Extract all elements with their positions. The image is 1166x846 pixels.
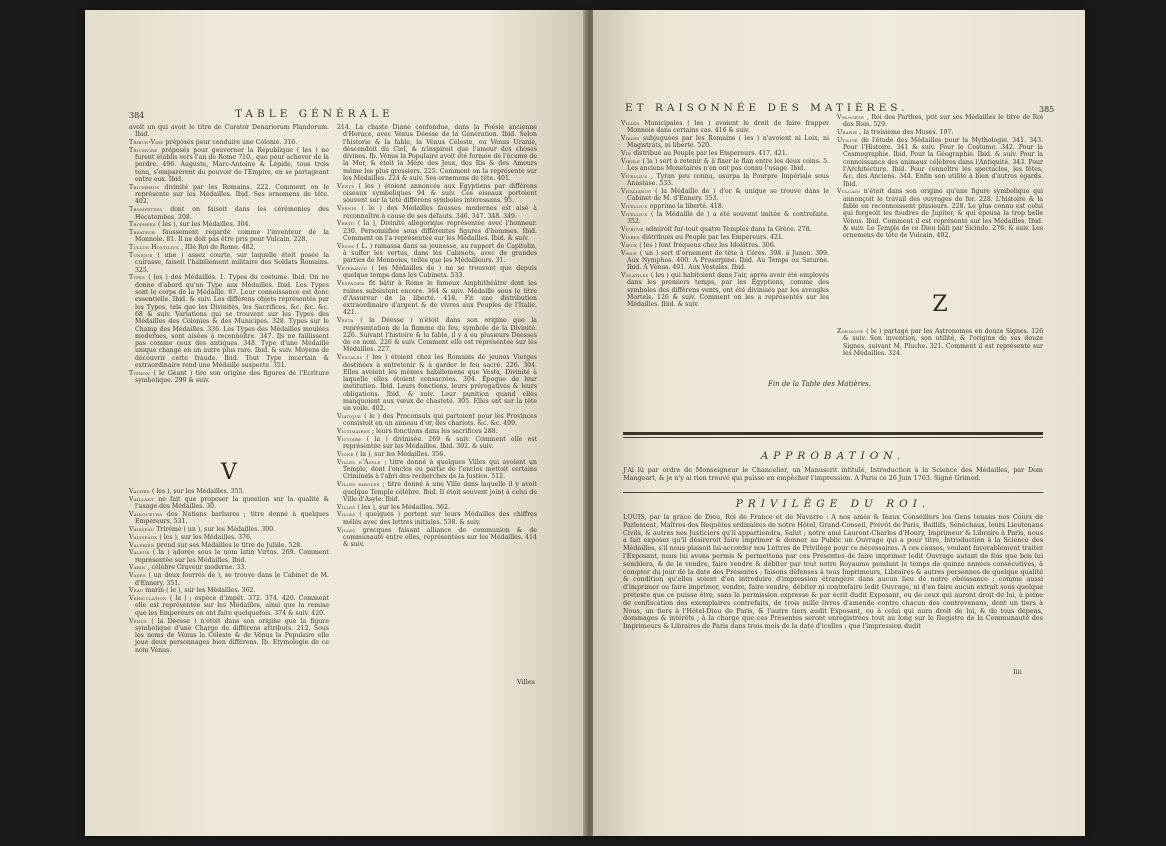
index-entry: [129, 370, 329, 385]
index-entry: [337, 280, 537, 316]
right-column-1: [621, 120, 829, 308]
index-headword: Vaillant: [129, 495, 159, 503]
index-headword: Vents: [337, 182, 359, 190]
index-text: 214. La chaste Diane confondue, dans la Poésie ancienne d'Horace, avec Vénus Déesse de la Génération. Ibid. Selon l'historie & la fable, la Vénus Céleste, ou Vénus Uranie, descendoit du Ciel, & n'inspiroit que l'amour des choses divines. Ib. Vénus la Populaire avoit été formée de l'écume de la Mer, & étoit la Mère des Jeux, des Ris & des Amours même les plus grossiers. 225. Comment on la représente sur les Médailles. 224 & suiv. Ses ornemens de tête. 401.: [337, 124, 537, 183]
index-text: ( la ) divinisée. 269 & suiv. Comment elle est représentée sur les Médailles. Ibid. 392. & suiv.: [343, 435, 537, 451]
index-entry: [337, 205, 537, 220]
index-text: des Nations barbares ; titre donné à quelques Empereurs. 531.: [135, 510, 329, 526]
index-text: dont on faisoit dans les cérémonies des Hécatombes. 208.: [135, 206, 329, 221]
index-headword: Trophées: [129, 221, 158, 229]
index-entry: [129, 124, 329, 139]
index-text: ( les ) étoient chez les Romains de jeunes Vierges destinées à entretenir & à garder le feu sacré. 226. 304. Elles avoient les mêmes habillemens que Vesta, Divinité à laquelle elles étoient consacrées. 304. Époque de leur institution. Ibid. Leurs fonctions, leurs prérogatives & leurs obligations. Ibid. & suiv. Leur punition quand elles manquoient aux vœux de chasteté. 305. Elles ont sur la tête un voile. 402.: [343, 354, 537, 413]
index-entry: [129, 206, 329, 221]
index-headword: Tribun-Vire: [129, 139, 166, 147]
index-entry: [621, 250, 829, 272]
index-text: ( la ) sert à retenir & à fixer le flan entre les deux coins. 5. Les anciens Monétaires n'en ont pas connu l'usage. Ibid.: [627, 157, 829, 173]
index-text: ( la ) ; espèce d'impôt. 372. 374. 420. Comment elle est représentée sur les Médailles, ainsi que la remise que les Empereurs en ont faite quelquefois. 374 & suiv. 420.: [135, 595, 329, 617]
index-headword: Tullus Hostilius: [129, 244, 182, 252]
index-entry: [837, 188, 1043, 239]
rule-thin: [623, 437, 1043, 438]
index-text: ( le Géant ) tire son origine des figures de l'Ecriture symbolique. 299 & suiv.: [135, 369, 330, 385]
index-headword: Types: [129, 274, 149, 282]
index-headword: Varin: [129, 564, 148, 572]
index-entry: [337, 265, 537, 280]
privilege-text: LOUIS, par la grâce de Dieu, Roi de France et de Navarre : A nos amés & féaux Conseillers les Gens tenans nos Cours de Parlement, Maîtres des Requêtes ordinaires de notre Hôtel, Grand-Conseil, Prévôt de Paris, Baillifs, Sénéchaux, leurs Lieutenans Civils, & autres nos Justiciers qu'il appartiendra, Salut ; notre amé Laurent-Charles d'Houry, Imprimeur & Libraire à Paris, nous a fait exposer qu'il désireroit faire imprimer & donner au Public un Ouvrage qui a pour titre, Introduction à la Science des Médailles, s'il nous plaisoit lui accorder nos Lettres de Privilège pour ce nécessaires. A ces causes, voulant favorablement traiter l'Exposant, nous lui avons permis & permettons par ces Présentes de faire imprimer ledit Ouvrage autant de fois que bon lui semblera, & de le vendre, faire vendre & débiter par tout notre Royaume pendant le temps de quinze années consécutives, à compter du jour de la date des Présentes ; faisons défenses à tous Imprimeurs, Libraires & autres personnes de quelque qualité & condition qu'elles soient d'en introduire d'impression étrangère dans aucun lieu de notre obéissance ; comme aussi d'imprimer ou faire imprimer, vendre, faire vendre, débiter ni contrefaire ledit Ouvrage, ni d'en faire aucun extrait sous quelque prétexte que ce puisse être, sans la permission expresse & par écrit dudit Exposant, ou de ceux qui auront droit de lui, à peine de confiscation des exemplaires contrefaits, de trois mille livres d'amende contre chacun des contrevenans, dont un tiers à Nous, un tiers à l'Hôtel-Dieu de Paris, & l'autre tiers audit Exposant, ou à celui qui aura droit de lui, & de tous dépens, dommages & intérêts ; à la charge que ces Présentes seront enregistrées tout au long sur le Registre de la Communauté des Imprimeurs & Libraires de Paris dans trois mois de la date d'icelles ; que l'impression dudit: [623, 514, 1043, 631]
index-text: de l'étude des Médailles pour la Mythologie. 341. 343. Pour l'Histoire. 341 & suiv. Pour le Costume. 342. Pour la Cosmographie. Ibid. Pour la Géographie. Ibid. & suiv. Pour la connoissance des animaux célèbres dans l'Antiquité. 343. Pour l'Architecture. Ibid. Pour connoître les spectacles, les fêtes, &c. des Anciens. 344. Enfin son utilité à bien d'autres égards. Ibid.: [843, 136, 1043, 188]
index-text: distribué au Peuple par les Empereurs. 417. 421.: [633, 150, 788, 158]
index-text: distribués au Peuple par les Empereurs. 421.: [641, 233, 784, 241]
page-number-left: 384: [129, 111, 145, 120]
index-entry: [129, 549, 329, 564]
index-headword: Vulcain: [837, 188, 864, 196]
index-headword: Villes: [621, 120, 645, 127]
index-headword: Volatiles: [621, 271, 651, 279]
index-entry: [337, 436, 537, 451]
index-headword: Vainqueurs: [129, 510, 167, 518]
index-text: ( le ) des Médailles fausses modernes est aisé à reconnoître à cause de ses défauts. 346. 347. 348. 349.: [343, 205, 537, 220]
section-letter-v: V: [221, 460, 237, 485]
index-headword: Vases: [129, 572, 149, 580]
index-entry: [837, 328, 1043, 357]
index-headword: Voile: [621, 249, 640, 257]
index-headword: Villes: [337, 526, 363, 534]
index-headword: Vertu: [337, 220, 358, 228]
index-entry: [337, 413, 537, 428]
index-entry: [621, 234, 829, 241]
index-headword: Villes: [337, 503, 358, 511]
index-headword: Trompettes: [129, 206, 171, 214]
index-entry: [129, 244, 329, 251]
index-text: ( L. ) ramassa dans sa jeunesse, au rapport de Capitolin, à suffer les vertus, dans les Cabinets, avec de grandes parties de Monnoies, telles que les Médailleurs. 31.: [343, 242, 537, 265]
left-column-1: [129, 124, 329, 384]
index-text: grecques faisant alliance de communion & de communauté entre elles, représentées sur les Médailles. 414 & suiv.: [343, 526, 538, 549]
end-of-table-note: Fin de la Table des Matières.: [768, 380, 871, 388]
index-entry: [129, 534, 329, 541]
index-headword: Vivres: [621, 233, 642, 241]
index-entry: [621, 203, 829, 210]
index-headword: Vin: [621, 150, 634, 158]
index-entry: [129, 572, 329, 587]
index-entry: [129, 496, 329, 511]
index-text: avoit un qui avoit le titre de Curator Denariorum Flandorum. Ibid.: [129, 124, 329, 139]
index-entry: [129, 542, 329, 549]
left-column-2: [337, 124, 537, 548]
index-entry: [337, 317, 537, 353]
index-text: ( les ) font fréquens chez les Idolâtres. 306.: [639, 241, 776, 249]
index-text: ( les ), sur les Médailles. 376.: [159, 533, 252, 541]
index-headword: Vitruve: [621, 226, 646, 234]
index-entry: [337, 451, 537, 458]
index-entry: [337, 481, 537, 503]
index-text: ( la Médaille de ) a été souvent imitée & contrefaite. 352.: [627, 211, 830, 226]
page-number-right: 385: [1039, 105, 1055, 114]
index-text: ( les ) étoient annoncés aux Égyptiens par différens oiseaux symboliques 94 & suiv. Ces oiseaux portoient souvent sur la tête différens symboles intéressans. 95.: [343, 182, 537, 205]
index-headword: Vologèse: [837, 114, 867, 121]
index-text: fit bâtir à Rome le fameux Amphithéâtre dont les ruines subsistent encore. 364 & suiv. Médaille sous le titre d'Assureur de la liberté. 418. Fit une distribution extraordinaire d'argent & de vivres aux Peuples de l'Italie. 421.: [343, 280, 537, 317]
index-headword: Vénus: [129, 617, 152, 625]
section-letter-z: Z: [932, 292, 948, 317]
index-entry: [337, 504, 537, 511]
index-entry: [621, 120, 829, 135]
index-headword: Vœux: [621, 241, 640, 249]
index-headword: Tunique: [129, 252, 158, 260]
index-entry: [337, 459, 537, 481]
index-text: ( quelques ) portent sur leurs Médailles des chiffres mêlés avec des lettres initiales. 538. & suiv.: [343, 511, 537, 526]
index-text: ( un ) sert d'ornement de tête à Cérès. 398. à Junon. 399. Aux Nymphes. 400. A Proserpine. Ibid. Au Temps ou Saturne. Ibid. À Vénus. 401. Aux Vestales. Ibid.: [627, 249, 830, 272]
index-entry: [837, 114, 1043, 129]
index-headword: Vitellius: [621, 173, 652, 181]
index-entry: [337, 220, 537, 242]
privilege-title: PRIVILÈGE DU ROI.: [735, 498, 931, 510]
index-headword: Vernis: [337, 205, 362, 213]
index-entry: [337, 511, 537, 526]
index-entry: [621, 211, 829, 226]
index-text: , Roi des Parthes, prit sur ses Médailles le titre de Roi des Rois. 529.: [843, 114, 1044, 129]
index-text: ( la ), sur les Médailles. 356.: [355, 451, 446, 459]
index-text: prend sur ses Médailles le titre de Jubile. 528.: [156, 541, 303, 549]
index-text: ( un deux fourrés de ), se trouve dans le Cabinet de M. d'Ennery. 351.: [135, 572, 329, 587]
approbation-title: APPROBATION.: [760, 450, 906, 462]
index-headword: Vitellius: [621, 203, 650, 211]
index-headword: Valeur: [129, 549, 153, 557]
index-entry: [129, 488, 329, 495]
index-text: faussement regardé comme l'inventeur de la Monnoie. 81. Il ne doit pas être pris pour Vulcain. 228.: [135, 229, 329, 244]
index-text: , Tyran peu connu, usurpa la Pourpre Impériale sous Anastase. 533.: [627, 173, 829, 188]
index-text: ( les Médailles de ) ne se trouvent que depuis quelque temps dans les Cabinets. 533.: [343, 265, 537, 280]
right-page: [593, 10, 1085, 836]
index-text: n'étoit dans son origine qu'une figure symbolique qui annonçoit le travail des ouvrages de fer. 228. L'histoire & la fable en reconnoissent plusieurs. 228. Le plus connu est celui qui forgeoit les foudres de Jupiter, & qui épousa la trop belle Vénus. Ibid. Comment il est représenté sur les Médailles. Ibid. & suiv. Le Temple de ce Dieu bâti par Sicindo. 276. & suiv. Les ornemens de tête de Vulcain. 402.: [843, 188, 1043, 240]
index-text: ( la ) adorée sous le nom latin Virtus. 269. Comment représentée sur les Médailles. Ibid.: [135, 549, 329, 564]
index-text: ne fait que proposer la question sur la qualité & l'usage des Médailles. 30.: [135, 495, 329, 511]
index-headword: Vitellius: [621, 211, 651, 219]
index-entry: [337, 124, 537, 182]
index-entry: [337, 527, 537, 549]
index-headword: Villes faroles: [337, 481, 383, 489]
index-headword: Villes: [621, 135, 643, 143]
index-entry: [129, 618, 329, 654]
index-entry: [129, 511, 329, 526]
index-headword: Vespasien: [337, 280, 369, 288]
index-headword: Victoire: [337, 435, 367, 443]
index-headword: Vaches: [129, 488, 152, 495]
index-text: ( les ) qui habitoient dans l'air, après avoir été employés dans les premiers temps, par les Égyptiens, comme des symboles des différens vents, ont été divinisés par les aveugles Mortels. 126 & suiv. Comment on les a représentés sur les Médailles. Ibid. & suiv.: [627, 271, 829, 309]
right-column-2: [837, 114, 1043, 240]
index-entry: [337, 354, 537, 412]
index-headword: Vesta: [337, 317, 361, 325]
index-text: admiroit fur-tout quatre Temples dans la Grèce. 278.: [645, 226, 812, 234]
index-headword: Vitalianus: [621, 188, 656, 196]
index-entry: [837, 129, 1043, 136]
index-entry: [129, 274, 329, 369]
running-head-left: TABLE GÉNÉRALE: [235, 108, 394, 120]
book-spread: [85, 10, 1085, 836]
catchword: Villes: [517, 678, 535, 686]
index-headword: Zodiaque: [837, 328, 867, 335]
index-headword: Vestales: [337, 354, 367, 362]
index-headword: Valérien: [129, 541, 157, 549]
index-text: , IIIe Roi de Rome. 482.: [181, 244, 256, 252]
index-headword: Viatique: [337, 413, 365, 421]
index-entry: [337, 243, 537, 265]
index-headword: Virole: [621, 157, 643, 165]
index-headword: Vaisseaux: [129, 533, 160, 541]
index-entry: [621, 173, 829, 188]
index-headword: Typhon: [129, 369, 154, 377]
index-entry: [337, 183, 537, 205]
index-entry: [129, 526, 329, 533]
index-headword: Vesos: [337, 242, 357, 250]
right-column-2-continued: [837, 328, 1043, 357]
left-column-1-continued: [129, 488, 329, 654]
index-headword: Vigne: [337, 451, 356, 459]
index-headword: Utilité: [837, 136, 862, 144]
left-page: [85, 10, 585, 836]
index-headword: Villes: [337, 511, 360, 519]
index-headword: Triumphus: [129, 183, 165, 191]
index-text: subjuguées par les Romains ( les ) n'avoient ni Loix, ni Magistrats, ni liberté. 520.: [627, 135, 829, 150]
rule-privilege: [623, 492, 1043, 493]
index-entry: [129, 252, 329, 274]
index-entry: [129, 587, 329, 594]
signature-mark: Iiii: [1013, 668, 1022, 676]
index-headword: Victimaires: [337, 428, 372, 436]
index-text: ( une ) assez courte, sur laquelle étoit posée la cuirasse, faisoit l'habillement militaire des Soldats Romains. 325.: [135, 252, 330, 274]
index-text: ( la ), Divinité allégorique représentée avec l'honneur. 230. Personnifiée sous différentes figures d'hommes. Ibid. Comment on l'a représentée sur les Médailles. Ibid. & suiv.: [343, 220, 537, 242]
approbation-text: J'Ai lû par ordre de Monseigneur le Chancelier, un Manuscrit intitulé, Introduction à la Science des Médailles, par Dom Mangeart, & je n'y ai rien trouvé qui puisse en empêcher l'impression. A Paris ce 26 Juin 1763. Signé Grimod.: [623, 466, 1043, 482]
index-entry: [621, 226, 829, 233]
index-text: ( les ) des Médailles. 1. Types du costume. Ibid. On ne donne d'abord qu'un Type aux Médailles. Ibid. Les Types sont le corps de la Médaille. 67. Leur connoissance est donc essentielle. Ibid. & suiv. Les différens objets représentés par les Types, tels que les Divinités, les Sacrifices, &c. &c. &c. 68 & suiv. Variations qui se trouvent sur les Types des Médailles des Colonies & des Municipes. 328. Types sur le Champ des Médailles. 336. Les Types des Médailles moulées modernes, sont aisées à reconnoître. 347. Ils ne faillissent pas comme ceux des antiques. 348. Type d'une Médaille unique changé en un autre plus rare. Ibid. & suiv. Moyens de découvrir cette fraude. Ibid. Tout Type incertain & extraordinaire rend une Médaille suspecte. 351.: [135, 274, 329, 369]
index-text: ( la Déesse ) n'étoit dans son origine que la représentation de la flamme du feu, symbole de la Divinité. 226. Suivant l'histoire & la fable, il y a eu plusieurs Déesses de ce nom. 226 & suiv. Comment elle est représentée sur les Médailles. 227.: [343, 317, 537, 354]
index-entry: [621, 135, 829, 150]
index-text: ( les ), sur les Médailles. 362.: [357, 503, 450, 511]
index-text: ( la Médaille de ) d'or & unique se trouve dans le Cabinet de M. d'Ennery. 553.: [627, 188, 829, 203]
index-text: Municipales ( les ) avoient le droit de faire frapper Monnoie dans certains cas. 416 & suiv.: [627, 120, 829, 135]
index-text: Triréme ( un ), sur les Médailles. 390.: [156, 525, 276, 533]
rule-thick: [623, 432, 1043, 435]
index-text: ; titre donné à une Ville dans laquelle il y avoit quelque Temple célèbre. Ibid. Il étoit souvent joint à celui de Ville d'Asyle. Ibid.: [343, 481, 537, 503]
index-entry: [129, 564, 329, 571]
index-text: ( les ), sur les Médailles. 355.: [151, 488, 245, 495]
index-text: ; leurs fonctions dans les sacrifices 288.: [371, 428, 498, 436]
index-entry: [621, 242, 829, 249]
index-entry: [129, 139, 329, 146]
index-headword: Trsateur: [129, 229, 163, 237]
index-entry: [337, 428, 537, 435]
index-headword: Uranie: [837, 129, 860, 137]
index-text: ( la Déesse ) n'étoit dans son origine que la figure symbolique d'une Charge de différens attributs. 212. Sous les noms de Vénus la Céleste & de Vénus la Populaire elle joue deux personnages bien différens. Ib. Etymologie de ce nom Vénus.: [135, 617, 329, 654]
index-entry: [621, 158, 829, 173]
index-headword: Vaisseau: [129, 525, 157, 533]
index-headword: Vehiculation: [129, 595, 170, 603]
index-headword: Vétérance: [337, 265, 372, 273]
index-text: ( le ) des Proconsuls qui partoient pour les Provinces consistoit en un anneau d'or, des chariots. &c. &c. 499.: [343, 413, 537, 428]
index-entry: [129, 147, 329, 183]
index-text: préposés pour conduire une Colonie. 316.: [165, 139, 298, 147]
index-entry: [621, 188, 829, 203]
index-entry: [621, 150, 829, 157]
index-entry: [129, 184, 329, 206]
index-text: préposés pour gouverner la République ( les ) ne furent établis vers l'an de Rome 710., que pour achever de la perdre. 496. Auguste, Marc-Antoine & Lépide, tous trois tenu, s'emparèrent du pouvoir de l'Empire, en se partageant entre eux. Ibid.: [135, 146, 329, 184]
index-text: marin ( le ), sur les Médailles. 362.: [145, 587, 256, 595]
index-text: divinité par les Romains. 222. Comment on le représente sur les Médailles. Ibid. Ses ornemens de tête. 402.: [135, 183, 329, 206]
index-text: opprime la liberté. 418.: [649, 203, 724, 211]
running-head-right: ET RAISONNÉE DES MATIÈRES.: [625, 102, 909, 114]
index-entry: [129, 229, 329, 244]
index-text: ( le ) partagé par les Astronomes en douze Signes. 126 & suiv. Son invention, son utilité, & l'origine de ses douze Signes, suivant M. Pluche. 321. Comment il est représenté sur les Médailles. 324.: [843, 328, 1044, 357]
index-entry: [621, 272, 829, 308]
index-text: , la troisième des Muses. 197.: [859, 129, 954, 137]
index-entry: [129, 221, 329, 228]
index-entry: [129, 595, 329, 617]
index-text: ; titre donné à quelques Villes qui avoient un Temple, dont l'enclos ou partie de l'enclos mettoit certains Criminels à l'abri des recherches de la Justice. 512.: [343, 458, 537, 481]
index-text: , célèbre Graveur moderne. 33.: [147, 564, 247, 572]
index-text: ( les ), sur les Médailles. 304.: [157, 221, 251, 229]
index-headword: Villes d'Asyle: [337, 458, 385, 466]
index-headword: Veau: [129, 587, 146, 595]
index-headword: Triumvire: [129, 146, 162, 154]
index-entry: [837, 137, 1043, 188]
